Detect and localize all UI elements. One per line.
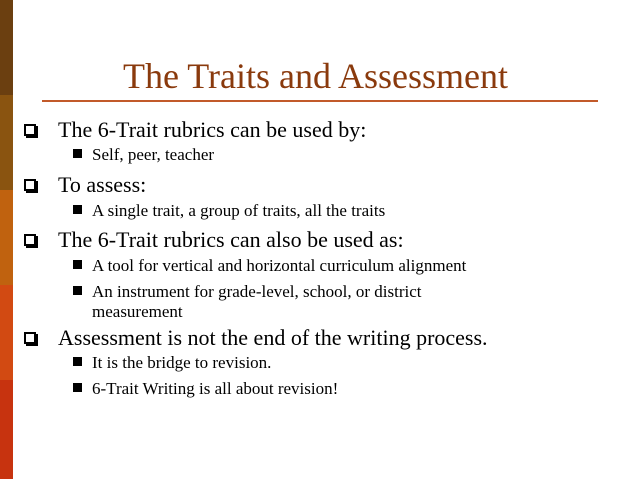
bullet-text: To assess: bbox=[58, 172, 147, 197]
bullet-text: The 6-Trait rubrics can also be used as: bbox=[58, 227, 404, 252]
filled-square-bullet-icon bbox=[73, 286, 82, 295]
filled-square-bullet-icon bbox=[73, 149, 82, 158]
hollow-square-bullet-icon bbox=[24, 179, 36, 191]
bullet-item bbox=[24, 325, 488, 351]
bullet-item bbox=[24, 172, 146, 198]
sub-bullet-text: A tool for vertical and horizontal curriculum alignment bbox=[92, 256, 467, 275]
sub-bullet-text: A single trait, a group of traits, all the traits bbox=[92, 201, 386, 220]
filled-square-bullet-icon bbox=[73, 205, 82, 214]
sub-bullet-text: An instrument for grade-level, school, or district bbox=[92, 282, 422, 301]
sub-bullet-item bbox=[73, 201, 385, 221]
bullet-item bbox=[24, 117, 366, 143]
bullet-text: The 6-Trait rubrics can be used by: bbox=[58, 117, 367, 142]
sub-bullet-text: It is the bridge to revision. bbox=[92, 353, 272, 372]
filled-square-bullet-icon bbox=[73, 383, 82, 392]
hollow-square-bullet-icon bbox=[24, 124, 36, 136]
sub-bullet-item bbox=[73, 256, 466, 276]
hollow-square-bullet-icon bbox=[24, 234, 36, 246]
bullet-item bbox=[24, 227, 404, 253]
bullet-text: Assessment is not the end of the writing process. bbox=[58, 325, 488, 350]
sub-bullet-item bbox=[73, 379, 338, 399]
sub-bullet-item bbox=[73, 353, 271, 373]
sub-bullet-item bbox=[73, 282, 422, 302]
filled-square-bullet-icon bbox=[73, 357, 82, 366]
sub-bullet-continuation: measurement bbox=[92, 302, 183, 321]
filled-square-bullet-icon bbox=[73, 260, 82, 269]
sub-bullet-item bbox=[73, 145, 214, 165]
sub-bullet-text: Self, peer, teacher bbox=[92, 145, 215, 164]
sub-bullet-text: 6-Trait Writing is all about revision! bbox=[92, 379, 339, 398]
hollow-square-bullet-icon bbox=[24, 332, 36, 344]
slide-title: The Traits and Assessment bbox=[122, 56, 508, 96]
